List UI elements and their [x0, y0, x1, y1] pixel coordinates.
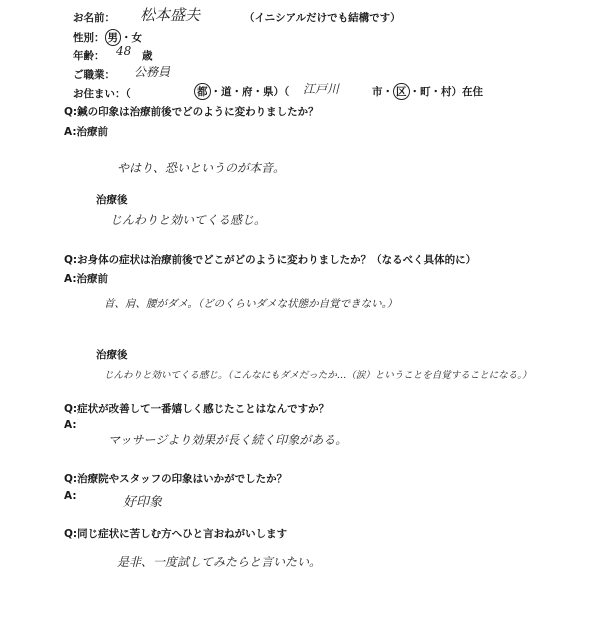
q5-answer: 是非、一度試してみたらと言いたい。	[117, 555, 322, 569]
address-ward-row	[372, 83, 483, 100]
q3-answer: マッサージより効果が長く続く印象がある。	[108, 433, 348, 447]
address-city: 江戸川	[303, 82, 340, 96]
name-note: （イニシアルだけでも結構です）	[244, 12, 401, 24]
question-2: Q:お身体の症状は治療前後でどこがどのように変わりましたか？（なるべく具体的に）	[64, 254, 477, 266]
job-value: 公務員	[134, 65, 171, 79]
address-label: お住まい：（	[73, 88, 131, 100]
gender-row	[73, 29, 142, 46]
gender-male-circled: 男	[105, 29, 122, 46]
question-5: Q:同じ症状に苦しむ方へひと言おねがいします	[64, 528, 288, 540]
q1-before-answer: やはり、恐いというのが本音。	[117, 161, 286, 175]
name-row	[73, 10, 115, 25]
q2-after-answer: じんわりと効いてくる感じ。（こんなにもダメだったか…（涙）ということを自覚することになる。）	[104, 370, 532, 381]
q3-label: A:	[64, 419, 77, 431]
address-pref-circled: 都	[194, 83, 211, 100]
age-unit: 歳	[142, 50, 153, 62]
question-4: Q:治療院やスタッフの印象はいかがでしたか？	[64, 473, 288, 485]
address-pref-rest: ・道・府・県）（	[210, 86, 290, 98]
name-label: お名前：	[73, 12, 115, 24]
q1-before-label: A:治療前	[64, 126, 109, 138]
question-3: Q:症状が改善して一番嬉しく感じたことはなんですか？	[64, 403, 330, 415]
gender-label: 性別：	[73, 32, 105, 44]
q4-label: A:	[64, 490, 77, 502]
question-1: Q:鍼の印象は治療前後でどのように変わりましたか？	[64, 106, 319, 118]
gender-rest: ・女	[121, 32, 142, 44]
q4-answer: 好印象	[123, 495, 163, 510]
name-value: 松本盛夫	[140, 6, 201, 24]
address-pref	[194, 83, 289, 100]
q1-after-label: 治療後	[96, 194, 128, 206]
age-value: 48	[116, 44, 132, 58]
address-city-rest: ・町・村）在住	[409, 86, 483, 98]
q2-after-label: 治療後	[96, 349, 128, 361]
address-ward-circled: 区	[393, 83, 410, 100]
address-city-prefix: 市・	[372, 86, 393, 98]
address-row	[73, 86, 131, 101]
age-label: 年齢：	[73, 50, 105, 62]
q2-before-label: A:治療前	[64, 273, 109, 285]
q2-before-answer: 首、肩、腰がダメ。（どのくらいダメな状態か自覚できない。）	[104, 298, 398, 310]
q1-after-answer: じんわりと効いてくる感じ。	[110, 213, 267, 227]
job-label: ご職業：	[73, 69, 115, 81]
